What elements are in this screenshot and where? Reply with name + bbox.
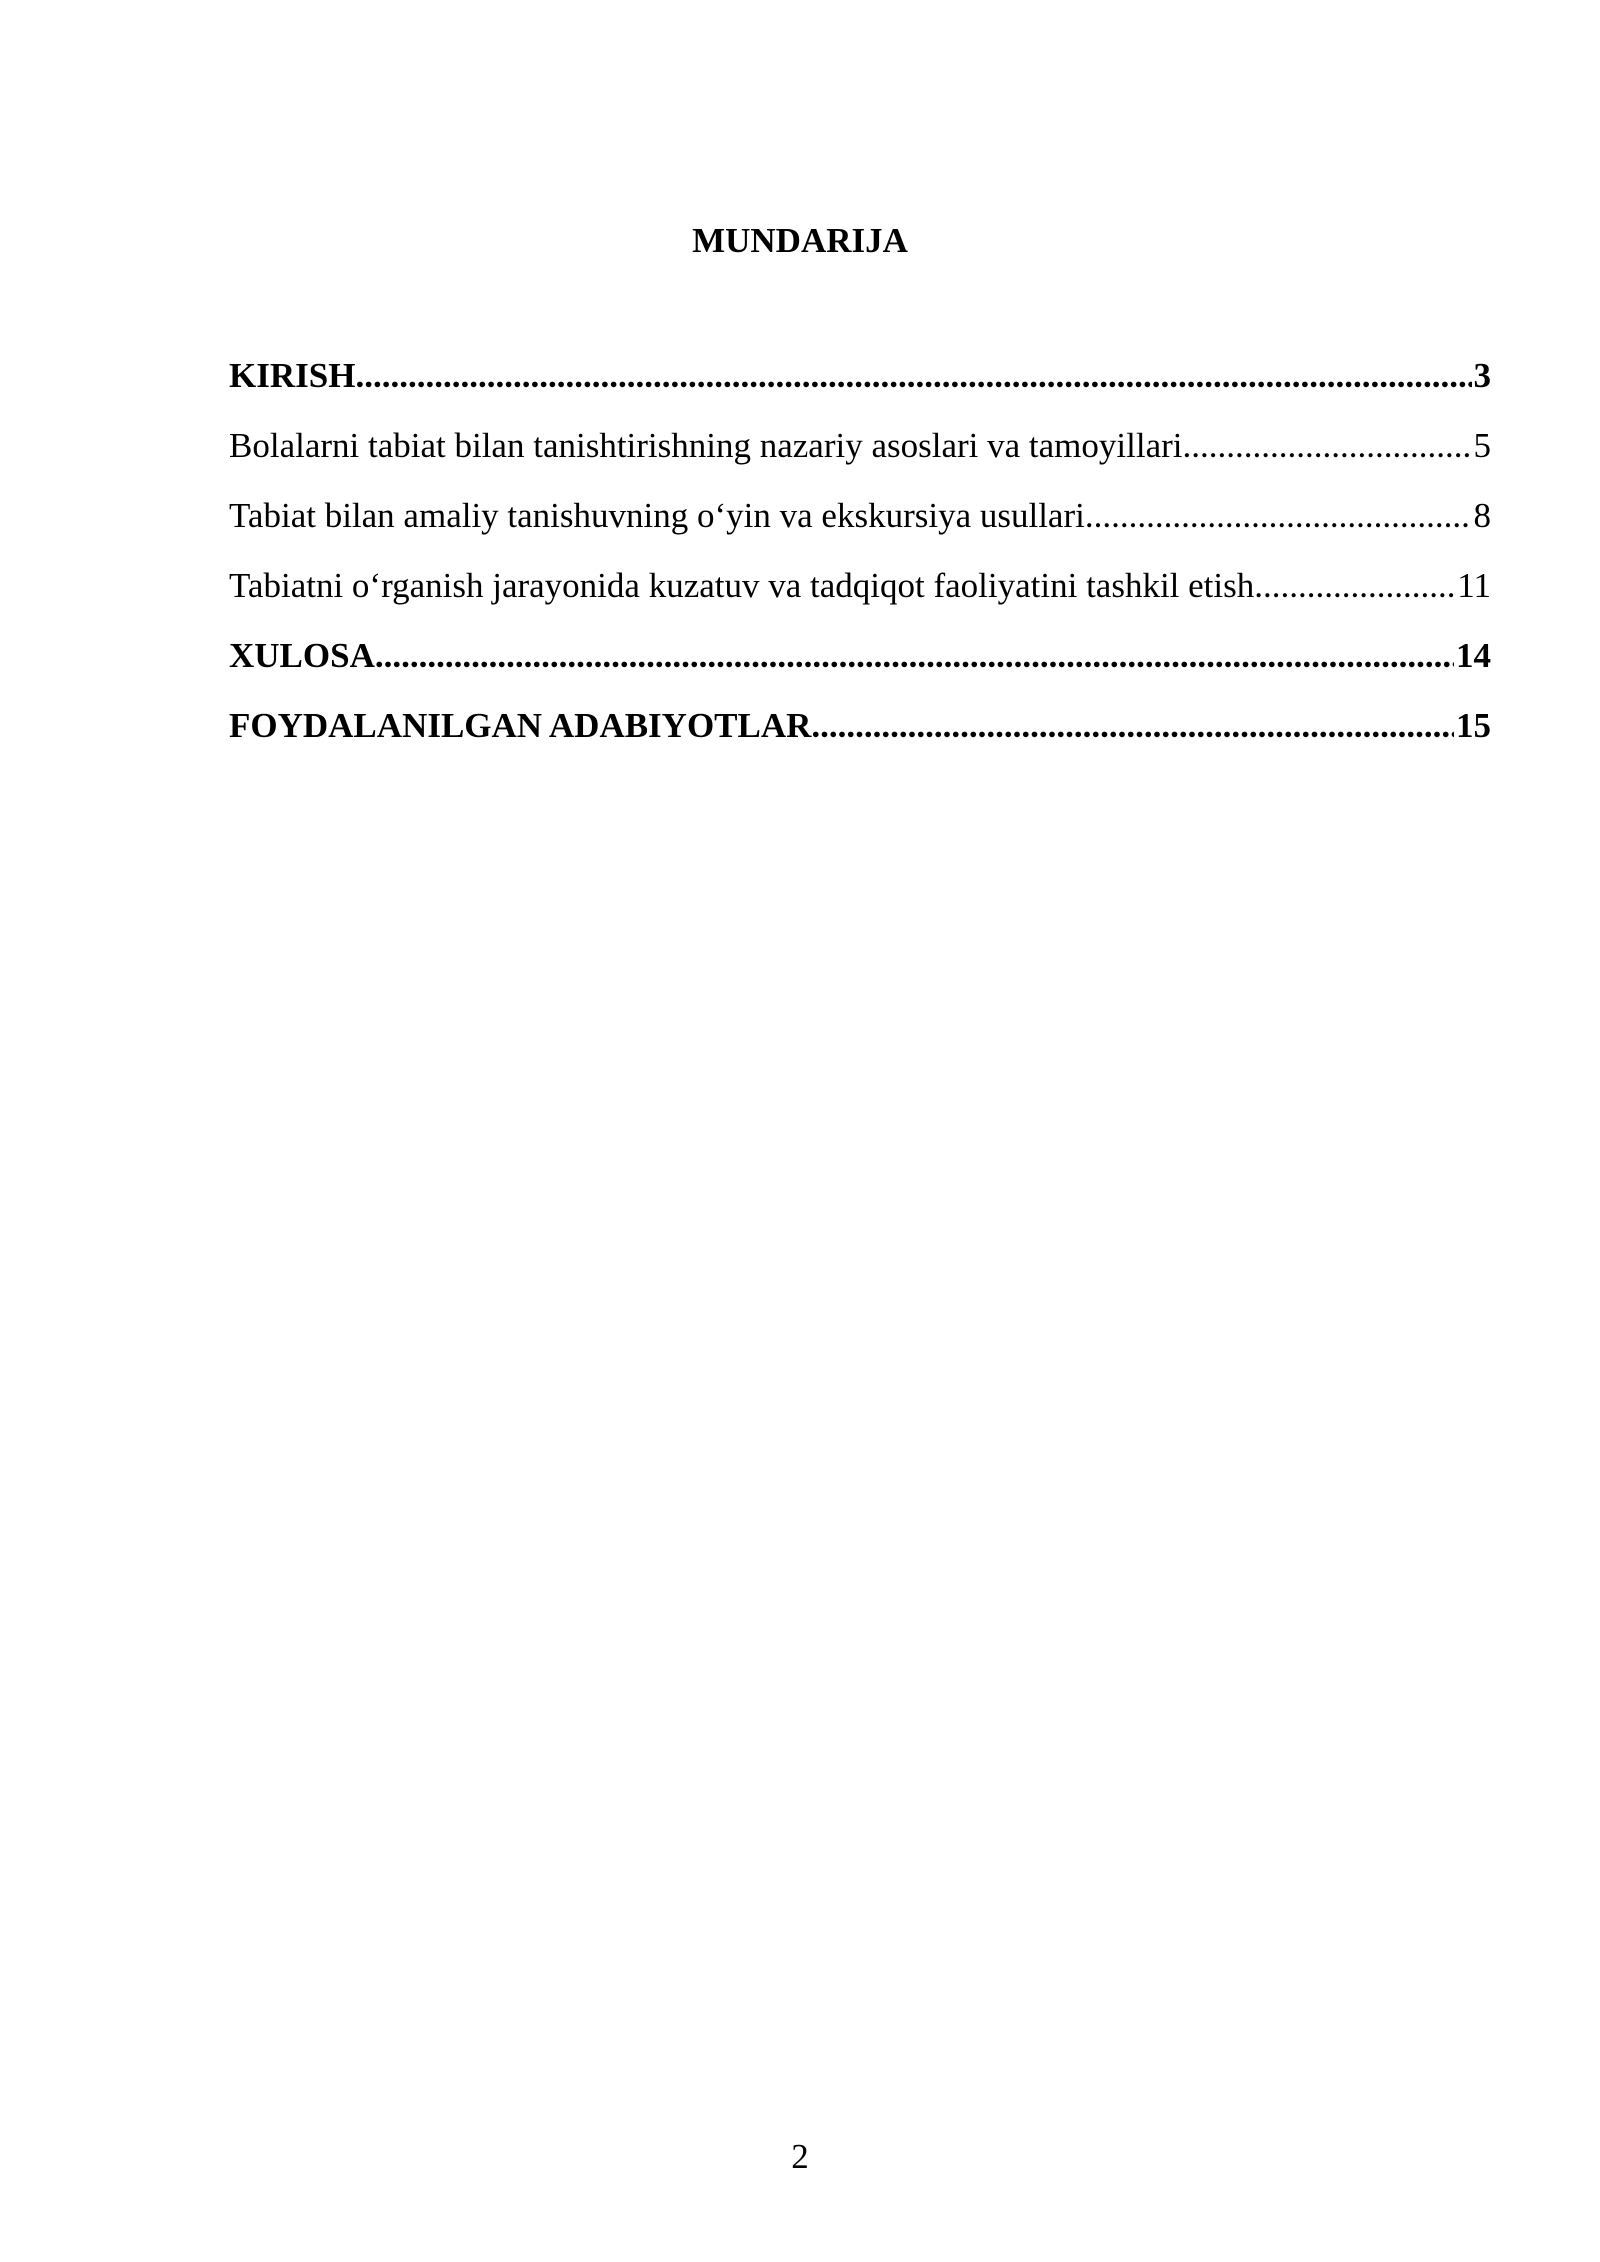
toc-entry-nazariy-asoslar[interactable] xyxy=(229,423,1491,493)
toc-entry-page: 3 xyxy=(1473,356,1491,395)
toc-dot-leader xyxy=(1254,563,1455,609)
toc-entry-label: FOYDALANILGAN ADABIYOTLAR xyxy=(229,706,812,745)
toc-entry-label: KIRISH xyxy=(229,356,356,395)
toc-entry-adabiyotlar[interactable] xyxy=(229,703,1491,773)
toc-dot-leader xyxy=(1183,423,1472,469)
toc-entry-kirish[interactable] xyxy=(229,353,1491,423)
toc-dot-leader xyxy=(355,353,1471,399)
toc-dot-leader xyxy=(375,633,1454,679)
toc-entry-label: Tabiat bilan amaliy tanishuvning o‘yin va ekskursiya usullari xyxy=(229,496,1085,535)
toc-entry-label: Tabiatni o‘rganish jarayonida kuzatuv va tadqiqot faoliyatini tashkil etish xyxy=(229,566,1255,605)
table-of-contents xyxy=(229,353,1491,773)
toc-entry-page: 8 xyxy=(1473,496,1491,535)
toc-title: MUNDARIJA xyxy=(692,221,908,260)
toc-entry-page: 5 xyxy=(1473,426,1491,465)
toc-entry-page: 11 xyxy=(1457,566,1491,605)
toc-dot-leader xyxy=(811,703,1454,749)
toc-entry-amaliy-tanishuv[interactable] xyxy=(229,493,1491,563)
toc-entry-kuzatuv-tadqiqot[interactable] xyxy=(229,563,1491,633)
toc-entry-page: 14 xyxy=(1456,636,1491,675)
toc-entry-xulosa[interactable] xyxy=(229,633,1491,703)
toc-entry-label: Bolalarni tabiat bilan tanishtirishning nazariy asoslari va tamoyillari xyxy=(229,426,1183,465)
page-number: 2 xyxy=(791,2137,809,2176)
toc-entry-label: XULOSA xyxy=(229,636,375,675)
toc-entry-page: 15 xyxy=(1456,706,1491,745)
toc-dot-leader xyxy=(1085,493,1472,539)
